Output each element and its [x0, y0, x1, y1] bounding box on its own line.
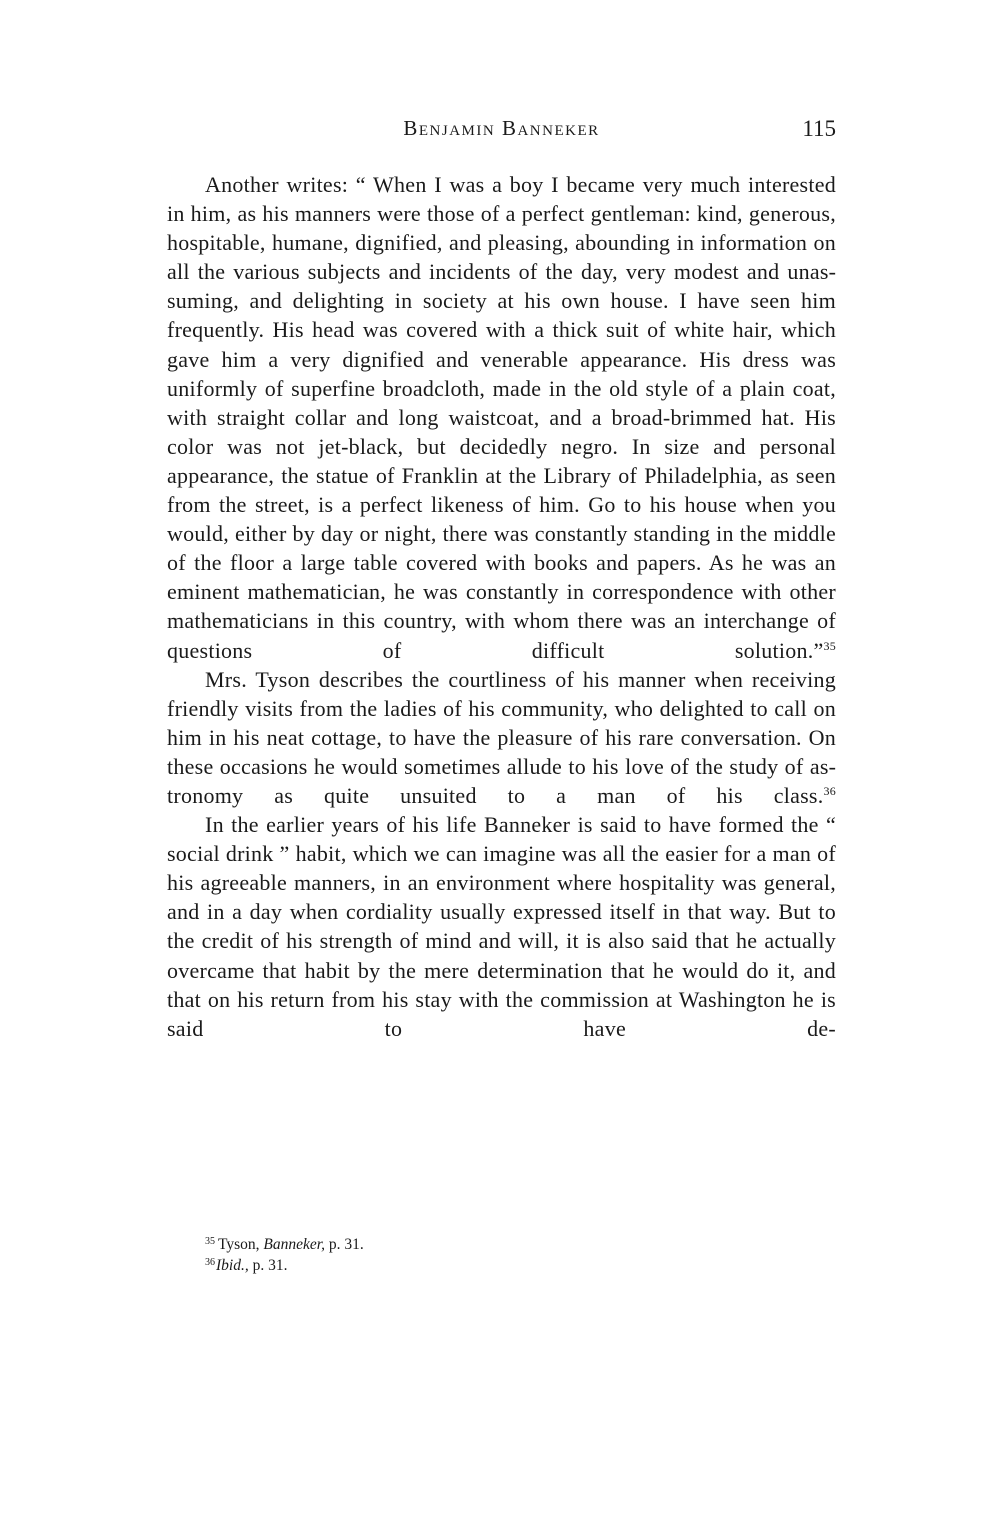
- footnote-reference: 35: [823, 638, 836, 653]
- footnote: [205, 1234, 364, 1255]
- footnote: [205, 1255, 364, 1276]
- paragraph-text: In the earlier years of his life Banneker is said to have formed the “ social drink ” habit, which we can imagine was all the easier for a man of his agreeable manners, in an environment where hospitality was general, and in a day when cordiality usually expressed itself in that way. But to the credit of his strength of mind and will, it is also said that he actually overcame that habit by the mere determination that he would do it, and that on his return from his stay with the commission at Washington he is said to have de-: [167, 812, 836, 1041]
- paragraph: [167, 170, 836, 665]
- footnote-page: p. 31.: [252, 1257, 288, 1274]
- book-page: [167, 0, 836, 1519]
- footnote-marker: 36: [205, 1257, 215, 1268]
- footnote-work: Ibid.,: [216, 1257, 249, 1274]
- running-title: Benjamin Banneker: [403, 116, 600, 140]
- body-text: [167, 170, 836, 1043]
- footnote-author: Tyson,: [218, 1236, 260, 1253]
- paragraph-text: Mrs. Tyson describes the courtliness of his manner when receiving friendly visits from the ladies of his community, who delighted to call on him in his neat cottage, to have the pleasure of his rare conversation. On these occasions he would sometimes allude to his love of the study of astronomy as quite unsuited to a man of his class.: [167, 666, 836, 808]
- footnotes: [205, 1234, 364, 1276]
- footnote-reference: 36: [823, 783, 836, 798]
- paragraph: [167, 665, 836, 810]
- footnote-marker: 35: [205, 1236, 215, 1247]
- footnote-page: p. 31.: [328, 1236, 364, 1253]
- paragraph: [167, 810, 836, 1043]
- page-number: 115: [802, 116, 836, 141]
- running-header: [167, 116, 836, 146]
- footnote-work: Banneker,: [263, 1236, 325, 1253]
- paragraph-text: Another writes: “ When I was a boy I became very much interested in him, as his manners were those of a perfect gentleman: kind, generous, hospitable, humane, dignified, and pleasing, abounding in information on all the various subjects and incidents of the day, very modest and unassuming, and delighting in society at his own house. I have seen him frequently. His head was covered with a thick suit of white hair, which gave him a very dignified and venerable appearance. His dress was uniformly of superfine broadcloth, made in the old style of a plain coat, with straight collar and long waistcoat, and a broad-brimmed hat. His color was not jet-black, but decidedly negro. In size and personal appearance, the statue of Franklin at the Library of Philadelphia, as seen from the street, is a perfect likeness of him. Go to his house when you would, either by day or night, there was constantly standing in the middle of the floor a large table covered with books and papers. As he was an eminent mathematician, he was constantly in correspondence with other mathematicians in this country, with whom there was an interchange of questions of difficult solution.”: [167, 172, 836, 663]
